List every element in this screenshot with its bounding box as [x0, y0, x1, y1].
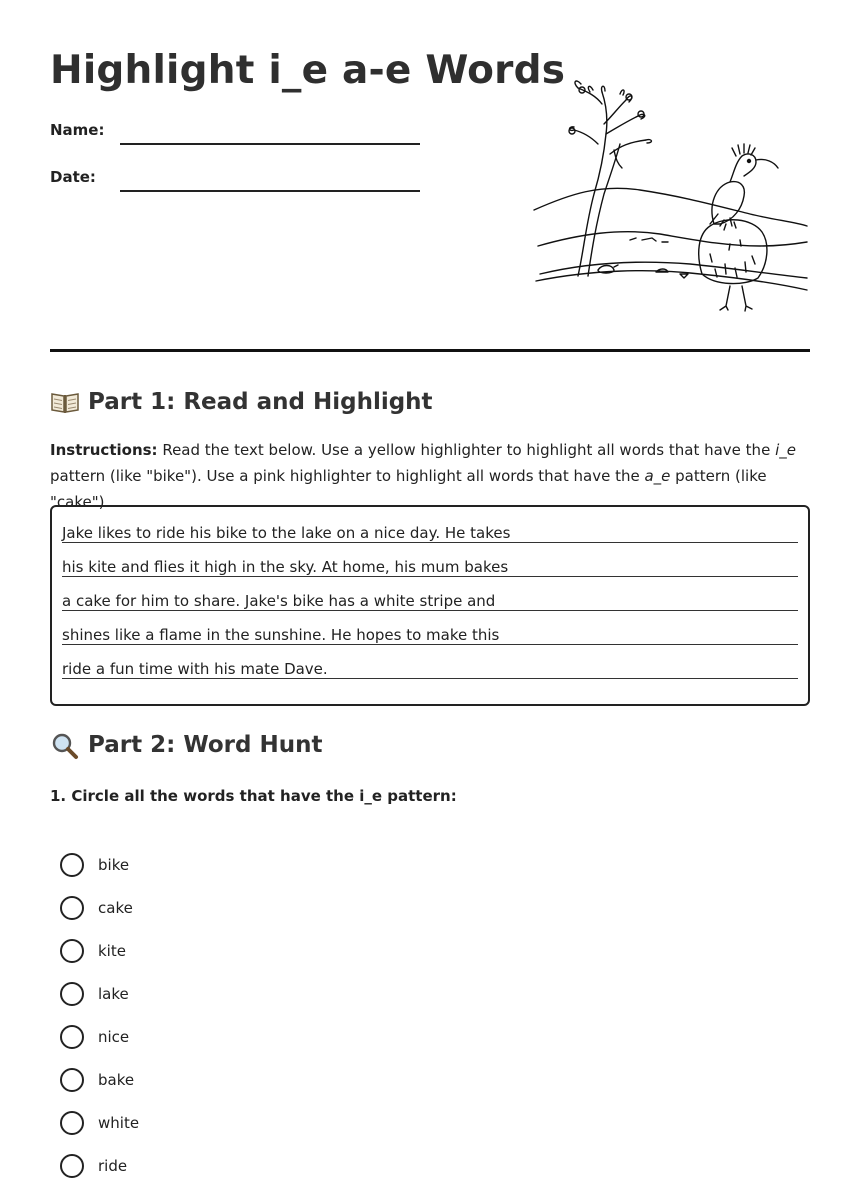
date-label: Date:	[50, 168, 96, 186]
header-divider	[50, 349, 810, 352]
radio-circle[interactable]	[60, 896, 84, 920]
radio-circle[interactable]	[60, 982, 84, 1006]
passage-line: Jake likes to ride his bike to the lake on a nice day. He takes	[62, 509, 798, 543]
magnifying-glass-icon	[50, 731, 80, 759]
instructions-text-b: pattern (like "bike"). Use a pink highlighter to highlight all words that have the	[50, 467, 645, 485]
instructions-text-c: pattern (like "cake").	[50, 467, 767, 511]
radio-circle[interactable]	[60, 1025, 84, 1049]
question-1: 1. Circle all the words that have the i_e pattern:	[50, 787, 457, 805]
option-label: bake	[98, 1071, 135, 1089]
reading-passage-box	[50, 505, 810, 706]
bird-landscape-illustration	[530, 64, 812, 316]
name-field[interactable]	[120, 143, 420, 145]
part2-heading	[50, 731, 322, 759]
passage-line: a cake for him to share. Jake's bike has a white stripe and	[62, 577, 798, 611]
option-kite[interactable]	[60, 938, 126, 964]
open-book-icon	[50, 388, 80, 416]
instructions-pattern-ie: i_e	[775, 441, 796, 459]
passage-line: ride a fun time with his mate Dave.	[62, 645, 798, 679]
instructions-text-a: Read the text below. Use a yellow highlighter to highlight all words that have the	[157, 441, 776, 459]
instructions-label: Instructions:	[50, 441, 158, 459]
option-lake[interactable]	[60, 981, 129, 1007]
option-bake[interactable]	[60, 1067, 134, 1093]
part1-heading	[50, 388, 433, 416]
option-label: white	[98, 1114, 140, 1132]
part2-heading-text: Part 2: Word Hunt	[88, 732, 323, 758]
passage-line: his kite and flies it high in the sky. At home, his mum bakes	[62, 543, 798, 577]
radio-circle[interactable]	[60, 939, 84, 963]
option-white[interactable]	[60, 1110, 139, 1136]
date-field[interactable]	[120, 190, 420, 192]
option-label: nice	[98, 1028, 130, 1046]
instructions	[50, 437, 810, 515]
radio-circle[interactable]	[60, 1068, 84, 1092]
option-bike[interactable]	[60, 852, 129, 878]
option-ride[interactable]	[60, 1153, 127, 1179]
option-nice[interactable]	[60, 1024, 129, 1050]
option-label: bike	[98, 856, 130, 874]
worksheet-title: Highlight i_e a-e Words	[50, 48, 566, 93]
option-cake[interactable]	[60, 895, 133, 921]
option-label: cake	[98, 899, 133, 917]
option-label: ride	[98, 1157, 128, 1175]
name-label: Name:	[50, 121, 105, 139]
option-label: kite	[98, 942, 126, 960]
instructions-pattern-ae: a_e	[644, 467, 671, 485]
passage-line: shines like a flame in the sunshine. He hopes to make this	[62, 611, 798, 645]
radio-circle[interactable]	[60, 1111, 84, 1135]
part1-heading-text: Part 1: Read and Highlight	[88, 389, 433, 415]
radio-circle[interactable]	[60, 1154, 84, 1178]
radio-circle[interactable]	[60, 853, 84, 877]
option-label: lake	[98, 985, 129, 1003]
